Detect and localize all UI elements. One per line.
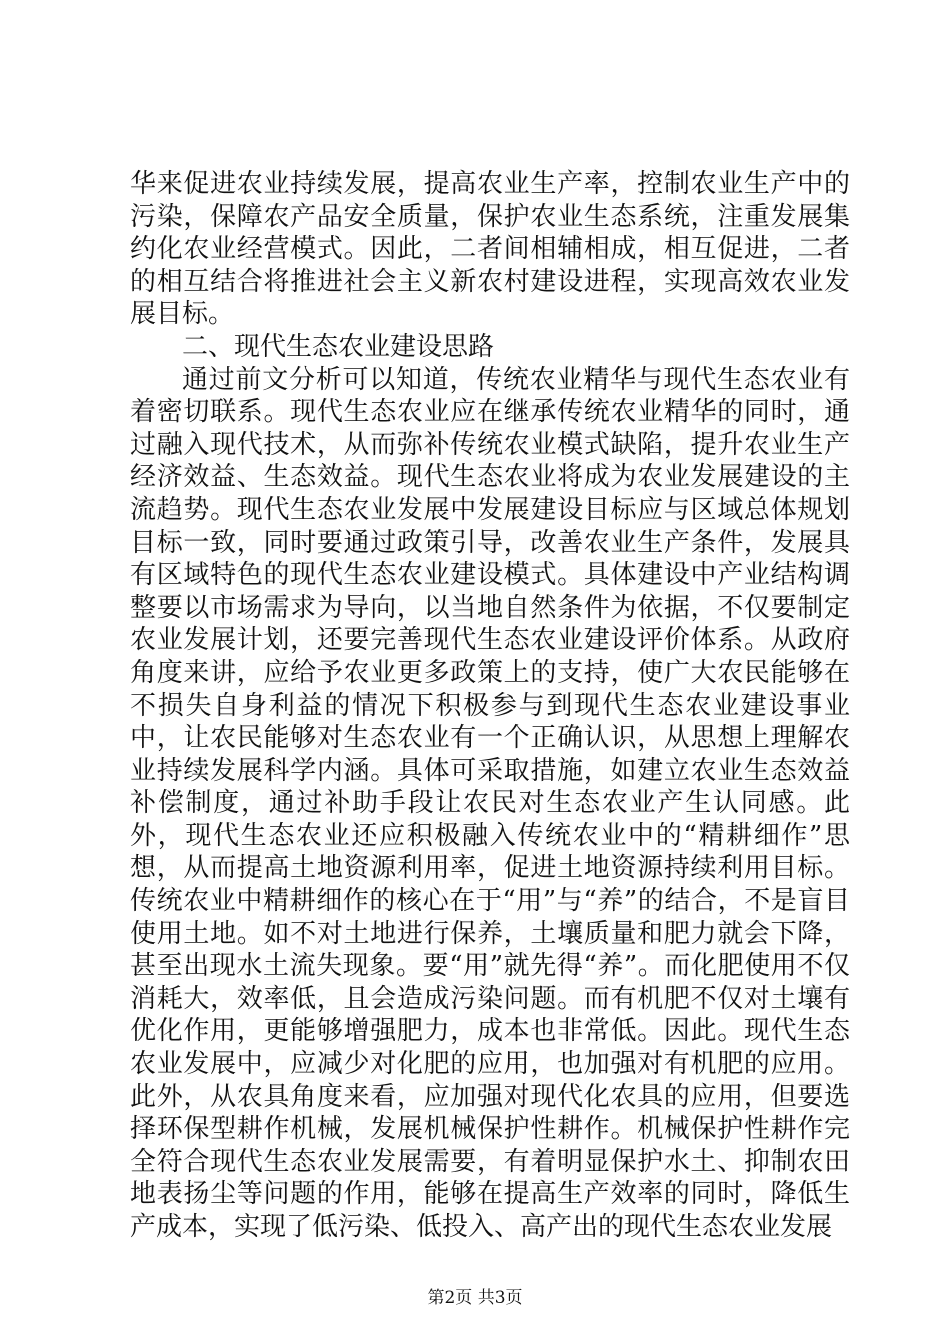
section-heading: 二、现代生态农业建设思路 xyxy=(182,331,495,362)
document-body xyxy=(130,168,850,1244)
page-footer xyxy=(0,1283,950,1308)
page-number-label: 第2页 共3页 xyxy=(427,1288,523,1308)
paragraph-main: 通过前文分析可以知道，传统农业精华与现代生态农业有着密切联系。现代生态农业应在继承传统农业精华的同时，通过融入现代技术，从而弥补传统农业模式缺陷，提升农业生产经济效益、生态效益。现代生态农业将成为农业发展建设的主流趋势。现代生态农业发展中发展建设目标应与区域总体规划目标一致，同时要通过政策引导，改善农业生产条件，发展具有区域特色的现代生态农业建设模式。具体建设中产业结构调整要以市场需求为导向，以当地自然条件为依据，不仅要制定农业发展计划，还要完善现代生态农业建设评价体系。从政府角度来讲，应给予农业更多政策上的支持，使广大农民能够在不损失自身利益的情况下积极参与到现代生态农业建设事业中，让农民能够对生态农业有一个正确认识，从思想上理解农业持续发展科学内涵。具体可采取措施，如建立农业生态效益补偿制度，通过补助手段让农民对生态农业产生认同感。此外，现代生态农业还应积极融入传统农业中的“精耕细作”思想，从而提高土地资源利用率，促进土地资源持续利用目标。传统农业中精耕细作的核心在于“用”与“养”的结合，不是盲目使用土地。如不对土地进行保养，土壤质量和肥力就会下降，甚至出现水土流失现象。要“用”就先得“养”。而化肥使用不仅消耗大，效率低，且会造成污染问题。而有机肥不仅对土壤有优化作用，更能够增强肥力，成本也非常低。因此。现代生态农业发展中，应减少对化肥的应用，也加强对有机肥的应用。此外，从农具角度来看，应加强对现代化农具的应用，但要选择环保型耕作机械，发展机械保护性耕作。机械保护性耕作完全符合现代生态农业发展需要，有着明显保护水土、抑制农田地表扬尘等问题的作用，能够在提高生产效率的同时，降低生产成本，实现了低污染、低投入、高产出的现代生态农业发展 xyxy=(130,364,850,1242)
paragraph-continued: 华来促进农业持续发展，提高农业生产率，控制农业生产中的污染，保障农产品安全质量，保护农业生态系统，注重发展集约化农业经营模式。因此，二者间相辅相成，相互促进，二者的相互结合将推进社会主义新农村建设进程，实现高效农业发展目标。 xyxy=(130,169,850,330)
